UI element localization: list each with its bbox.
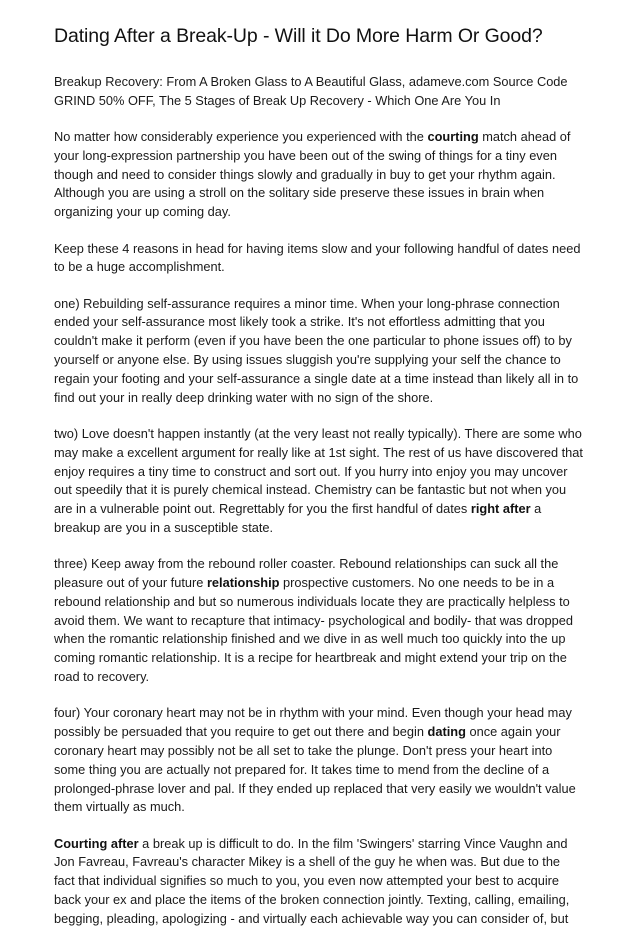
paragraph-5-text-a: three) Keep away from the rebound roller coaster. Rebound relationships can suck all the pleasure out of your future: [54, 556, 559, 591]
paragraph-1-text-a: No matter how considerably experience you experienced with the: [54, 129, 428, 145]
paragraph-6-text-a: four) Your coronary heart may not be in rhythm with your mind. Even though your head may possibly be persuaded that you require to get out there and begin: [54, 705, 572, 740]
paragraph-5: [54, 555, 584, 687]
paragraph-4: [54, 425, 584, 538]
paragraph-2: Keep these 4 reasons in head for having items slow and your following handful of dates need to be a huge accomplishment.: [54, 240, 581, 275]
paragraph-5-text-c: prospective customers. No one needs to be in a rebound relationship and but so numerous individuals locate they are practically helpless to avoid them. We want to recapture that intimacy- psychological and bodily- that was dropped when the romantic relationship finished and we dive in as well much too quickly into the up coming romantic relationship. It is a recipe for heartbreak and might extend your trip on the road to recovery.: [54, 575, 574, 685]
paragraph-1: [54, 128, 584, 222]
paragraph-3: one) Rebuilding self-assurance requires a minor time. When your long-phrase connection ended your self-assurance most likely took a strike. It's not effortless admitting that you couldn't make it perform (even if you have been the one particular to phone issues off) to by yourself or anyone else. By using issues sluggish you're supplying your self the chance to regain your footing and your self-assurance a single date at a time instead than likely all in to find out your in really deep drinking water with no sign of the shore.: [54, 295, 579, 405]
keyword-right-after: right after: [470, 501, 531, 517]
page-title: Dating After a Break-Up - Will it Do More Harm Or Good?: [54, 25, 543, 47]
paragraph-7-text-b: a break up is difficult to do. In the film 'Swingers' starring Vince Vaughn and Jon Favreau, Favreau's character Mikey is a shell of the guy he when was. But due to the fact that individual signifies so much to you, you even now attempted your best to acquire back your ex and place the items of the broken connection jointly. Texting, calling, emailing, begging, pleading, apologizing - and virtually each achievable way you can consider of, but: [54, 835, 570, 926]
document-page: [54, 24, 584, 946]
paragraph-1-text-c: match ahead of your long-expression partnership you have been out of the swing of things for a tiny even though and need to consider things slowly and gradually in buy to get your rhythm again. Although you are using a stroll on the solitary side preserve these issues in brain when organizing your up coming day.: [54, 129, 571, 220]
paragraph-6: [54, 704, 584, 817]
keyword-courting-after: Courting after: [54, 835, 139, 851]
paragraph-4-text-a: two) Love doesn't happen instantly (at the very least not really typically). There are some who may make a excellent argument for really like at 1st sight. The rest of us have discovered that enjoy requires a tiny time to construct and sort out. If you hurry into enjoy you may uncover out speedily that it is purely chemical instead. Chemistry can be fantastic but not when you are in a vulnerable point out. Regrettably for you the first handful of dates: [54, 425, 583, 517]
paragraph-4-text-c: a breakup are you in a susceptible state.: [54, 501, 542, 535]
paragraph-7: [54, 835, 584, 929]
keyword-courting: courting: [427, 129, 479, 145]
paragraph-6-text-c: once again your coronary heart may possibly not be all set to take the plunge. Don't press your heart into some thing you are actually not prepared for. It takes time to mend from the decline of a prolonged-phrase lover and pal. If they ended up replaced that very easily we wouldn't value them virtually as much.: [54, 724, 576, 815]
keyword-dating: dating: [427, 724, 466, 740]
keyword-relationship: relationship: [206, 575, 280, 591]
intro-paragraph: Breakup Recovery: From A Broken Glass to A Beautiful Glass, adameve.com Source Code GRIND 50% OFF, The 5 Stages of Break Up Recovery - Which One Are You In: [54, 74, 568, 108]
